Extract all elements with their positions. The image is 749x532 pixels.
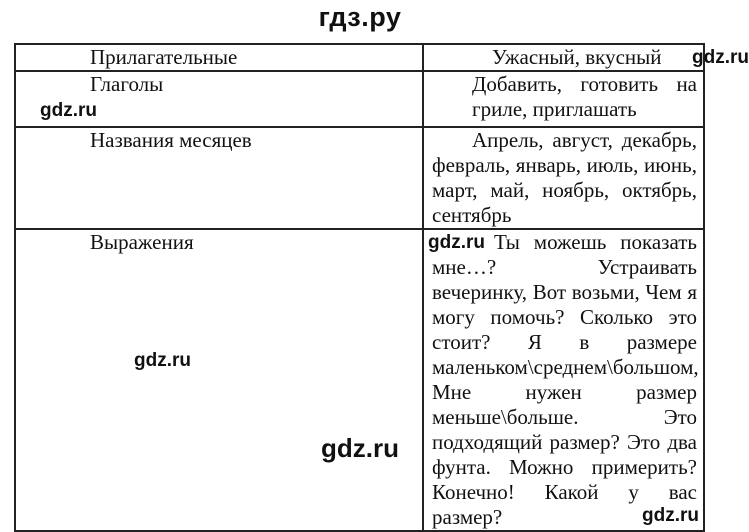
words-cell — [423, 229, 704, 531]
site-title: гдз.ру — [318, 2, 402, 32]
category-cell — [15, 229, 423, 531]
category-cell — [15, 127, 423, 229]
table-row — [15, 44, 704, 71]
table-row — [15, 127, 704, 229]
watermark-text: gdz.ru — [642, 505, 699, 526]
watermark-text: gdz.ru — [134, 350, 191, 371]
words-text: Ужасный, вкусный — [492, 45, 662, 69]
watermark-text: gdz.ru — [428, 232, 485, 253]
words-cell — [423, 127, 704, 229]
words-cell — [423, 71, 704, 127]
words-text: Апрель, август, декабрь, февраль, январь, июль, июнь, март, май, ноябрь, октябрь, сентябрь — [432, 128, 697, 227]
words-cell — [423, 44, 749, 71]
category-label: Глаголы — [90, 72, 164, 96]
category-label: Выражения — [90, 230, 194, 254]
words-text: Ты можешь показать мне…? Устраивать вечеринку, Вот возьми, Чем я могу помочь? Сколько это стоит? Я в размере маленьком\среднем\большом, Мне нужен размер меньше\больше. Это подходящий размер? Это два фунта. Можно примерить? Конечно! Какой у вас размер? — [432, 230, 699, 529]
table-row — [15, 229, 704, 531]
category-label: Названия месяцев — [90, 128, 252, 152]
watermark-text: gdz.ru — [40, 100, 97, 121]
table-row — [15, 71, 704, 127]
category-cell — [15, 44, 423, 71]
watermark-text: gdz.ru — [692, 47, 749, 68]
words-text: Добавить, готовить на гриле, приглашать — [472, 72, 697, 121]
category-cell — [15, 71, 423, 127]
footer-watermark: gdz.ru — [321, 433, 399, 463]
category-label: Прилагательные — [90, 45, 238, 69]
